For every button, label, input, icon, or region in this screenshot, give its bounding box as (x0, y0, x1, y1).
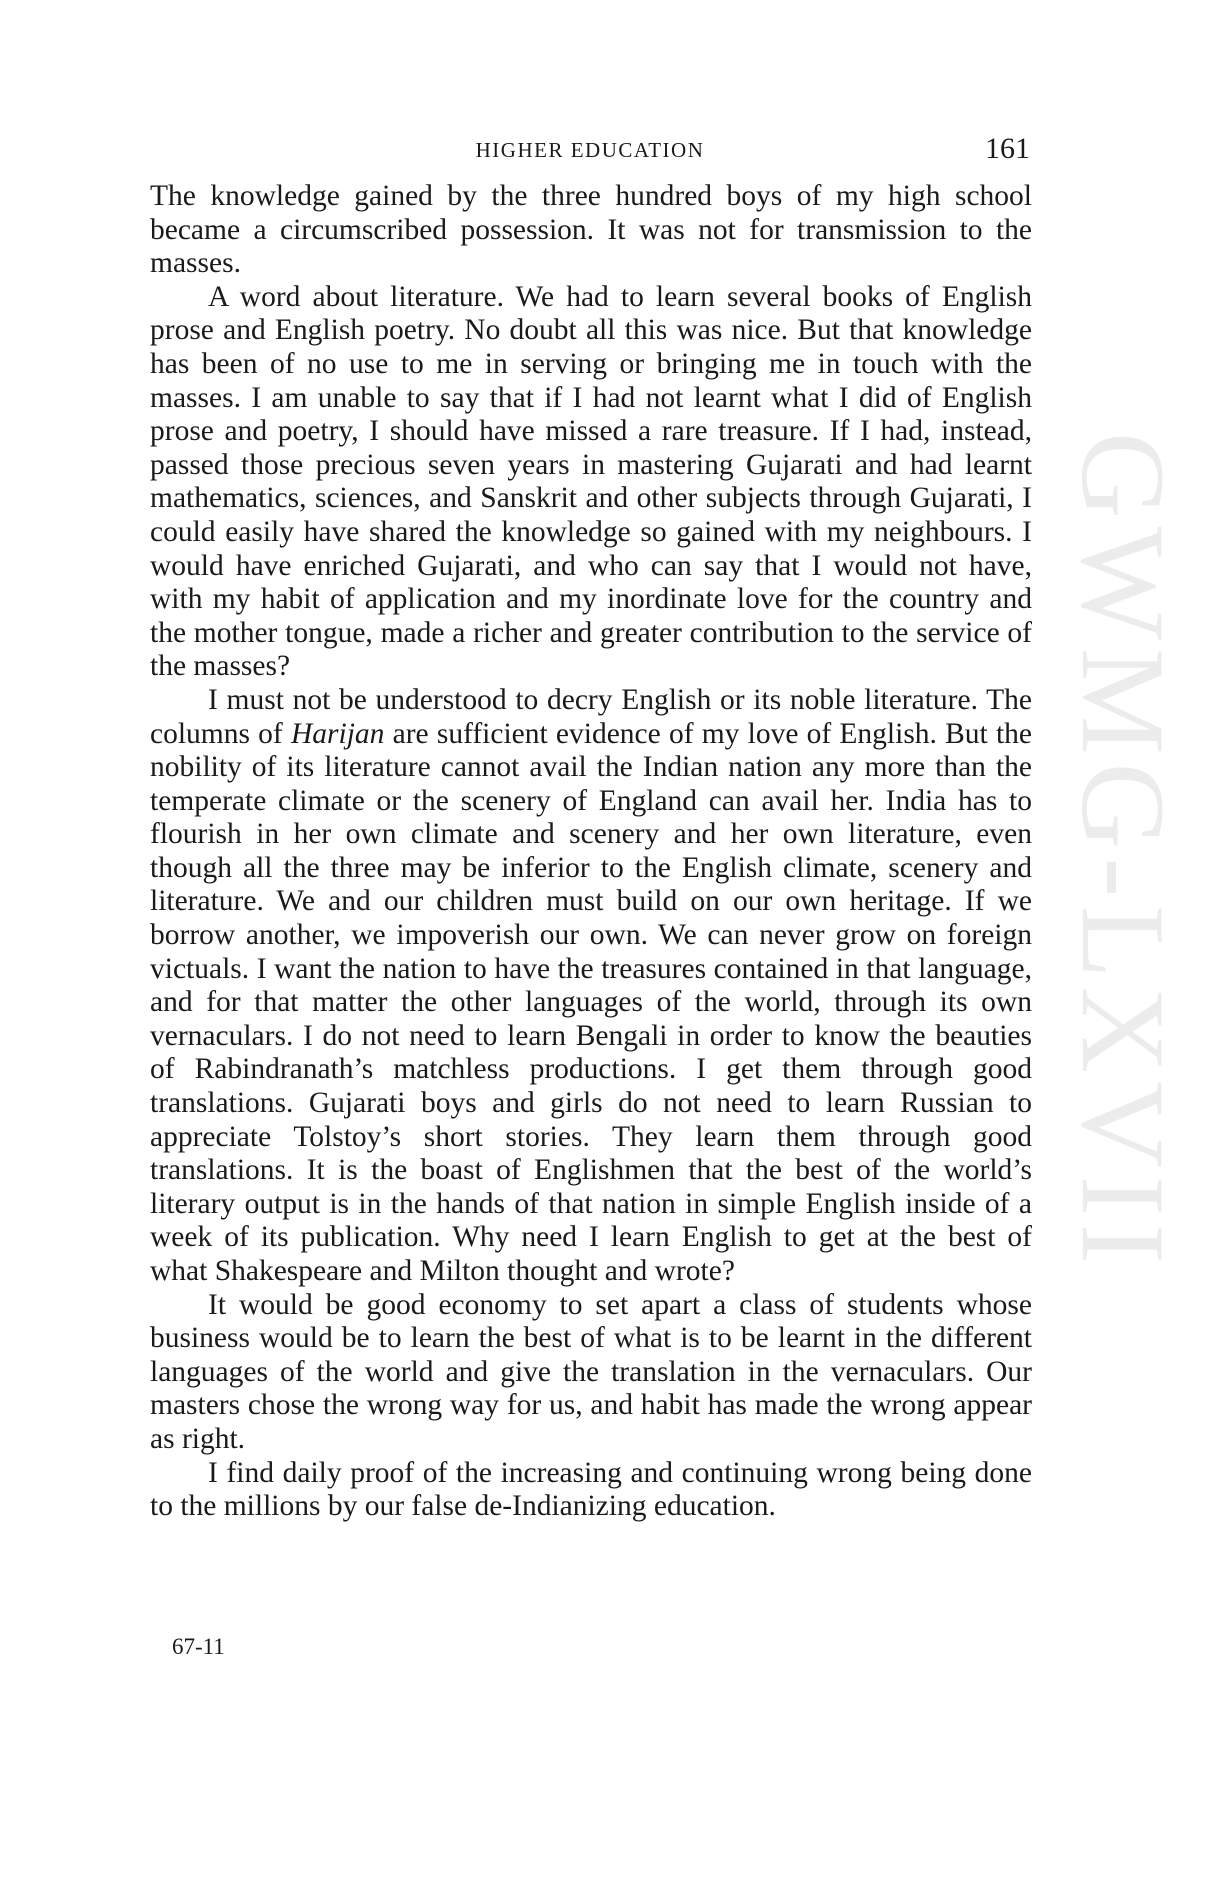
page-number: 161 (985, 132, 1030, 165)
running-head: HIGHER EDUCATION (475, 138, 705, 162)
paragraph-3 (150, 684, 1032, 1289)
body-text (150, 180, 1032, 1524)
paragraph-5: I find daily proof of the increasing and continuing wrong being done to the millions by our false de-Indianizing education. (150, 1456, 1032, 1523)
paragraph-3-text-before: I must not be understood to decry English or its noble literature. The columns of (150, 683, 1032, 750)
paragraph-4: It would be good economy to set apart a class of students whose business would be to learn the best of what is to be learnt in the different languages of the world and give the translation in the vernaculars. Our masters chose the wrong way for us, and habit has made the wrong appear as right. (150, 1288, 1032, 1455)
paragraph-2: A word about literature. We had to learn several books of English prose and English poetry. No doubt all this was nice. But that knowledge has been of no use to me in serving or bringing me in touch with the masses. I am unable to say that if I had not learnt what I did of English prose and poetry, I should have missed a rare treasure. If I had, instead, passed those precious seven years in mastering Gujarati and had learnt mathematics, sciences, and Sanskrit and other subjects through Gujarati, I could easily have shared the knowledge so gained with my neighbours. I would have enriched Gujarati, and who can say that I would not have, with my habit of application and my inordinate love for the country and the mother tongue, made a richer and greater contribution to the service of the masses? (150, 280, 1032, 683)
watermark-text: GWMG-LXVII (1057, 432, 1190, 1272)
paragraph-3-text-after: are sufficient evidence of my love of English. But the nobility of its literature cannot avail the Indian nation any more than the temperate climate or the scenery of England can avail her. India has to flourish in her own climate and scenery and her own literature, even though all the three may be inferior to the English climate, scenery and literature. We and our children must build on our own heritage. If we borrow another, we impoverish our own. We can never grow on foreign victuals. I want the nation to have the treasures contained in that language, and for that matter the other languages of the world, through its own vernaculars. I do not need to learn Bengali in order to know the beauties of Rabindranath’s matchless productions. I get them through good translations. Gujarati boys and girls do not need to learn Russian to appreciate Tolstoy’s short stories. They learn them through good translations. It is the boast of Englishmen that the best of the world’s literary output is in the hands of that nation in simple English inside of a week of its publication. Why need I learn English to get at the best of what Shakespeare and Milton thought and wrote? (150, 717, 1033, 1287)
watermark (1057, 432, 1190, 1502)
signature-mark: 67-11 (172, 1634, 225, 1659)
paragraph-1: The knowledge gained by the three hundred boys of my high school became a circumscribed possession. It was not for transmission to the masses. (150, 180, 1032, 280)
page-header (150, 132, 1030, 168)
harijan-title: Harijan (290, 717, 385, 750)
